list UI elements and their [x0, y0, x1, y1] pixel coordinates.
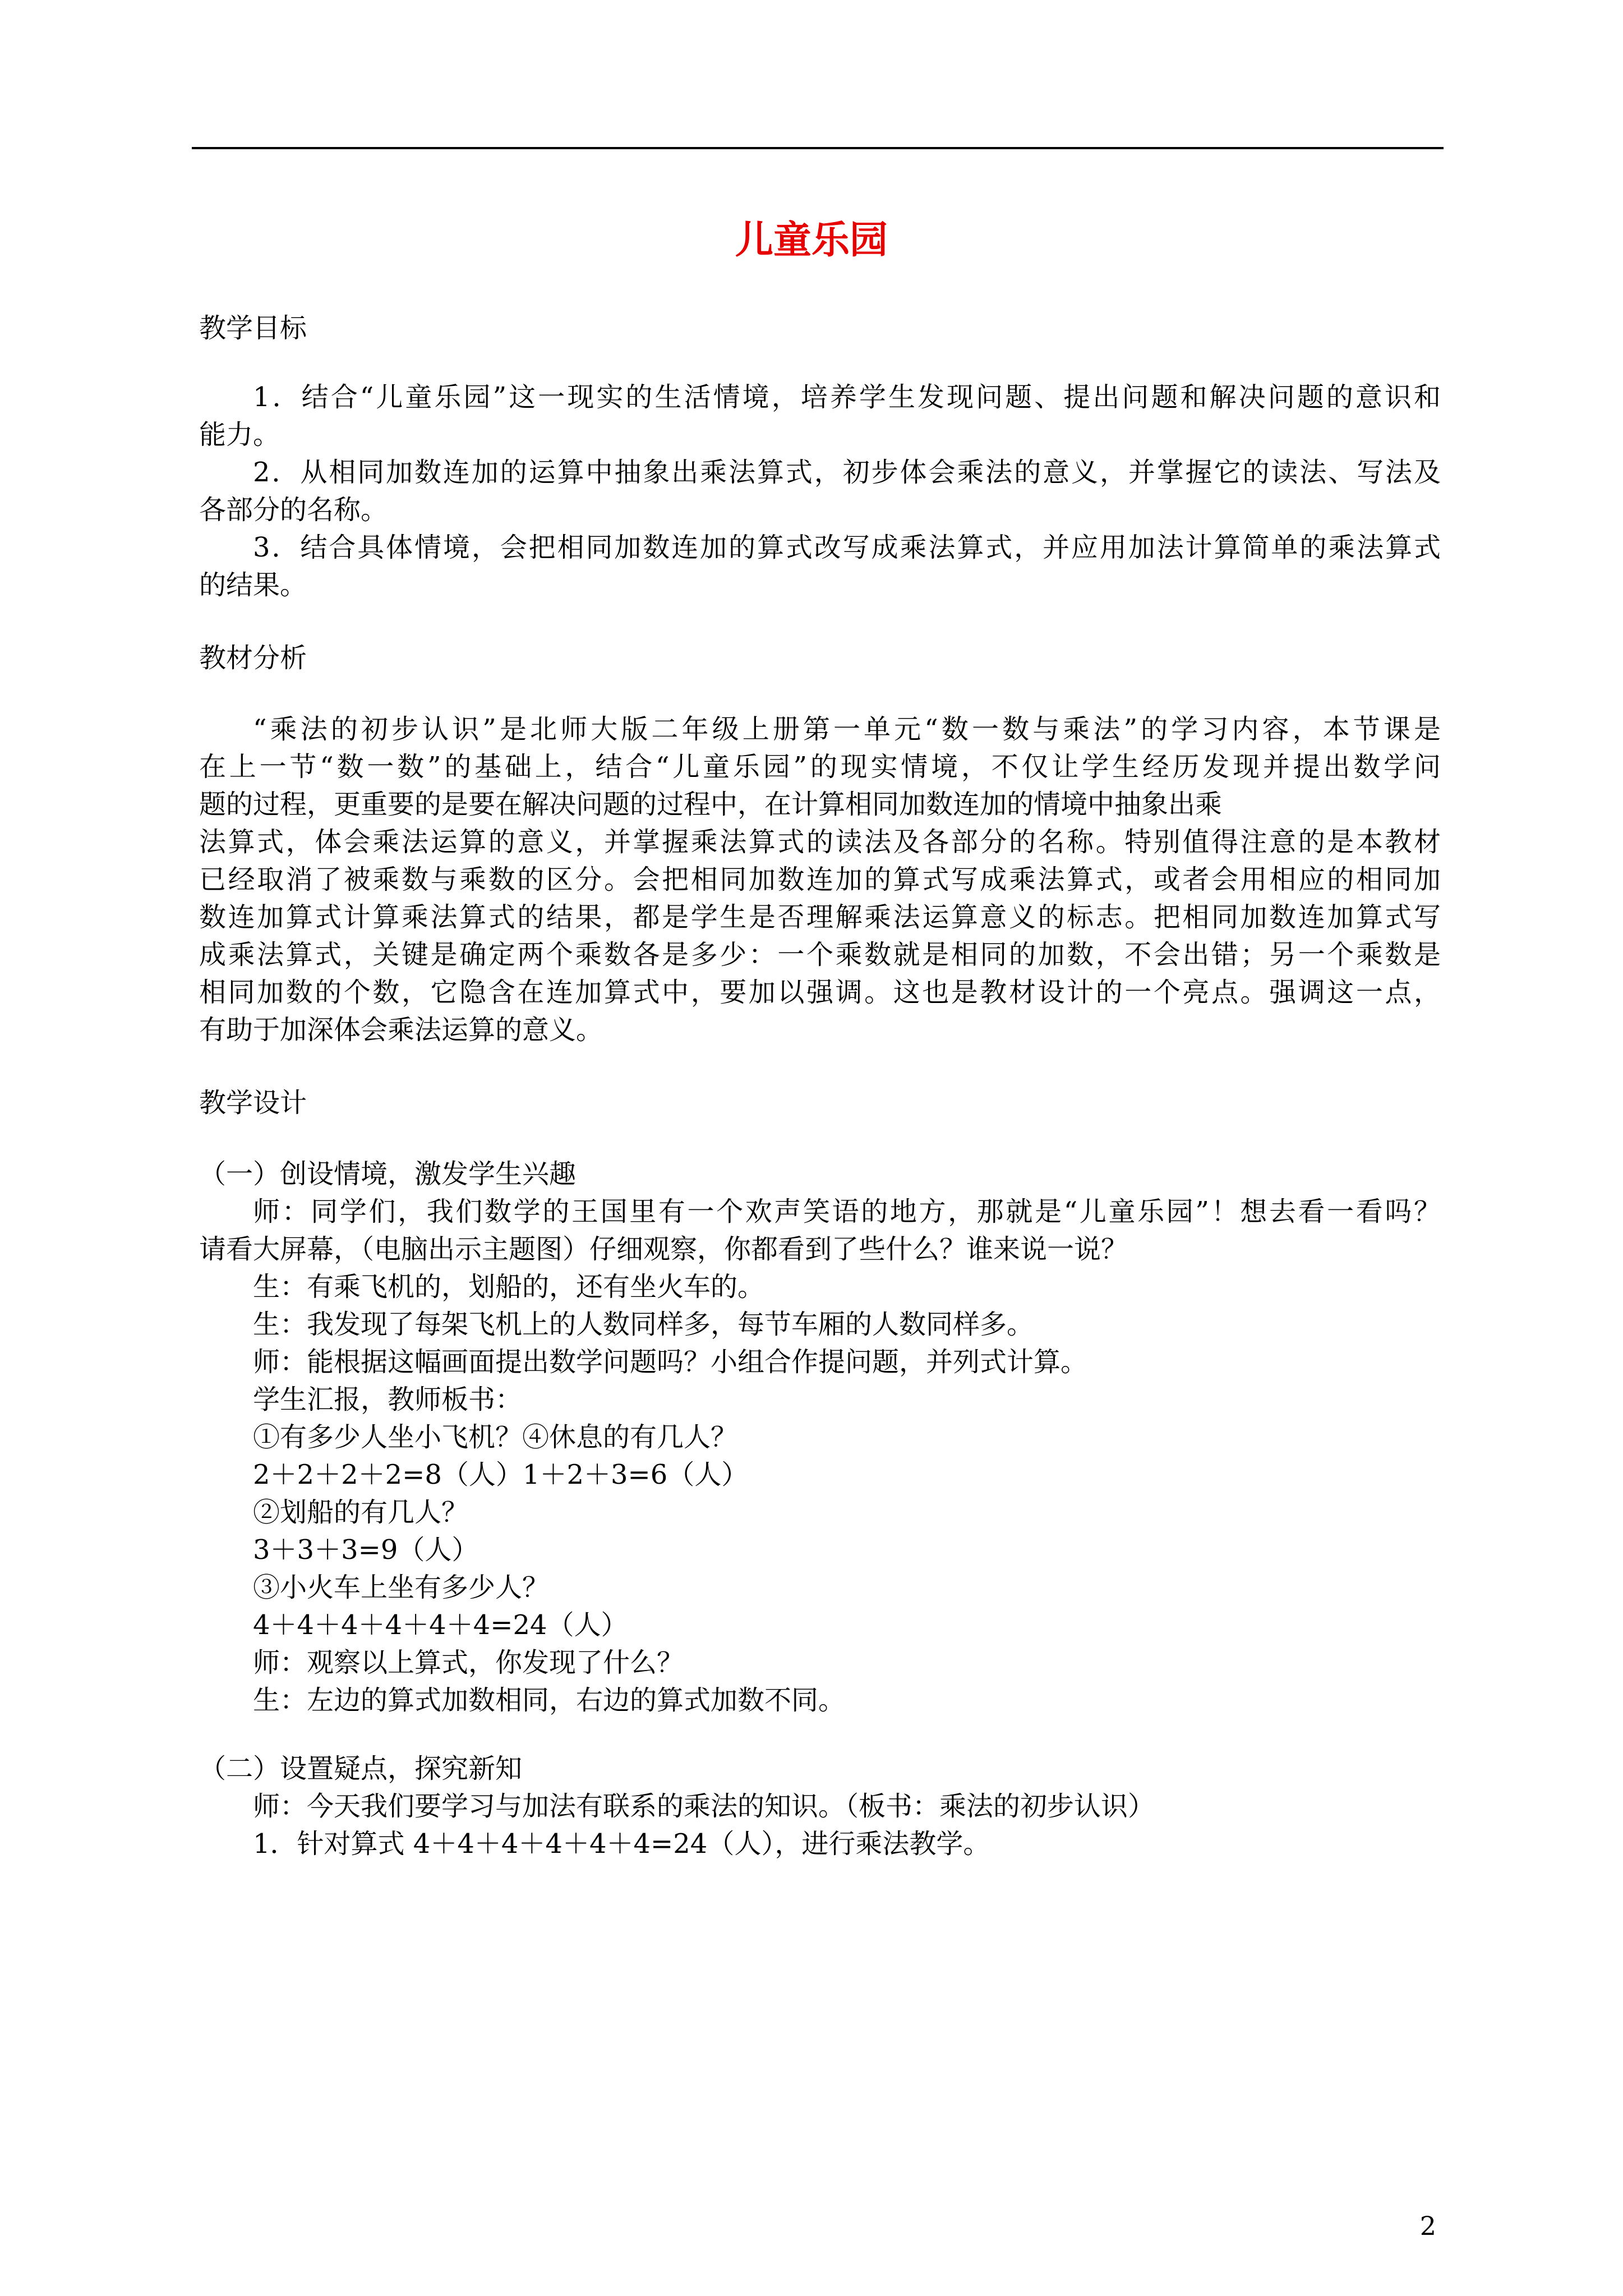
paragraph-line: 法算式，体会乘法运算的意义，并掌握乘法算式的读法及各部分的名称。特别值得注意的是本教材 [199, 826, 1441, 858]
paragraph-line: 生：有乘飞机的，划船的，还有坐火车的。 [253, 1271, 765, 1303]
paragraph-line: 1．针对算式 4＋4＋4＋4＋4＋4=24（人），进行乘法教学。 [253, 1828, 990, 1860]
subsection-heading-2: （二）设置疑点，探究新知 [199, 1753, 523, 1784]
header-rule [192, 147, 1444, 149]
paragraph-line: 2．从相同加数连加的运算中抽象出乘法算式，初步体会乘法的意义，并掌握它的读法、写法及 [253, 457, 1441, 488]
paragraph-line: 的结果。 [199, 569, 307, 601]
paragraph-line: ②划船的有几人？ [253, 1497, 469, 1528]
section-heading-analysis: 教材分析 [199, 642, 307, 674]
paragraph-line: 成乘法算式，关键是确定两个乘数各是多少：一个乘数就是相同的加数，不会出错；另一个乘数是 [199, 939, 1441, 970]
paragraph-line: 相同加数的个数，它隐含在连加算式中，要加以强调。这也是教材设计的一个亮点。强调这一点， [199, 977, 1441, 1008]
paragraph-line: 3．结合具体情境，会把相同加数连加的算式改写成乘法算式，并应用加法计算简单的乘法算式 [253, 532, 1441, 563]
document-body [199, 310, 1441, 1863]
paragraph-line: 4＋4＋4＋4＋4＋4=24（人） [253, 1609, 628, 1641]
paragraph-line: 题的过程，更重要的是要在解决问题的过程中，在计算相同加数连加的情境中抽象出乘 [199, 789, 1223, 820]
paragraph-line: 师：同学们，我们数学的王国里有一个欢声笑语的地方，那就是“儿童乐园”！想去看一看吗？ [253, 1196, 1441, 1227]
paragraph-line: ③小火车上坐有多少人？ [253, 1572, 550, 1603]
paragraph-line: 师：观察以上算式，你发现了什么？ [253, 1647, 684, 1678]
paragraph-line: 请看大屏幕，（电脑出示主题图）仔细观察，你都看到了些什么？谁来说一说？ [199, 1234, 1128, 1265]
paragraph-line: 生：我发现了每架飞机上的人数同样多，每节车厢的人数同样多。 [253, 1309, 1034, 1340]
page-title: 儿童乐园 [735, 218, 888, 263]
subsection-heading-1: （一）创设情境，激发学生兴趣 [199, 1158, 577, 1190]
section-heading-objectives: 教学目标 [199, 312, 307, 344]
paragraph-line: 能力。 [199, 419, 280, 450]
paragraph-line: “乘法的初步认识”是北师大版二年级上册第一单元“数一数与乘法”的学习内容，本节课是 [253, 714, 1441, 745]
paragraph-line: 学生汇报，教师板书： [253, 1384, 523, 1415]
paragraph-line: 有助于加深体会乘法运算的意义。 [199, 1014, 603, 1046]
paragraph-line: 生：左边的算式加数相同，右边的算式加数不同。 [253, 1685, 846, 1716]
paragraph-line: 2＋2＋2＋2=8（人）1＋2＋3=6（人） [253, 1459, 749, 1490]
paragraph-line: 已经取消了被乘数与乘数的区分。会把相同加数连加的算式写成乘法算式，或者会用相应的相同加 [199, 864, 1441, 895]
paragraph-line: 数连加算式计算乘法算式的结果，都是学生是否理解乘法运算意义的标志。把相同加数连加算式写 [199, 901, 1441, 933]
paragraph-line: ①有多少人坐小飞机？④休息的有几人？ [253, 1421, 738, 1453]
paragraph-line: 师：今天我们要学习与加法有联系的乘法的知识。（板书：乘法的初步认识） [253, 1791, 1155, 1822]
paragraph-line: 各部分的名称。 [199, 494, 388, 526]
section-heading-design: 教学设计 [199, 1087, 307, 1119]
page-number: 2 [1419, 2211, 1436, 2241]
paragraph-line: 1．结合“儿童乐园”这一现实的生活情境，培养学生发现问题、提出问题和解决问题的意识和 [253, 381, 1441, 413]
paragraph-line: 在上一节“数一数”的基础上，结合“儿童乐园”的现实情境，不仅让学生经历发现并提出数学问 [199, 751, 1441, 783]
paragraph-line: 师：能根据这幅画面提出数学问题吗？小组合作提问题，并列式计算。 [253, 1346, 1088, 1378]
paragraph-line: 3＋3＋3=9（人） [253, 1534, 479, 1566]
